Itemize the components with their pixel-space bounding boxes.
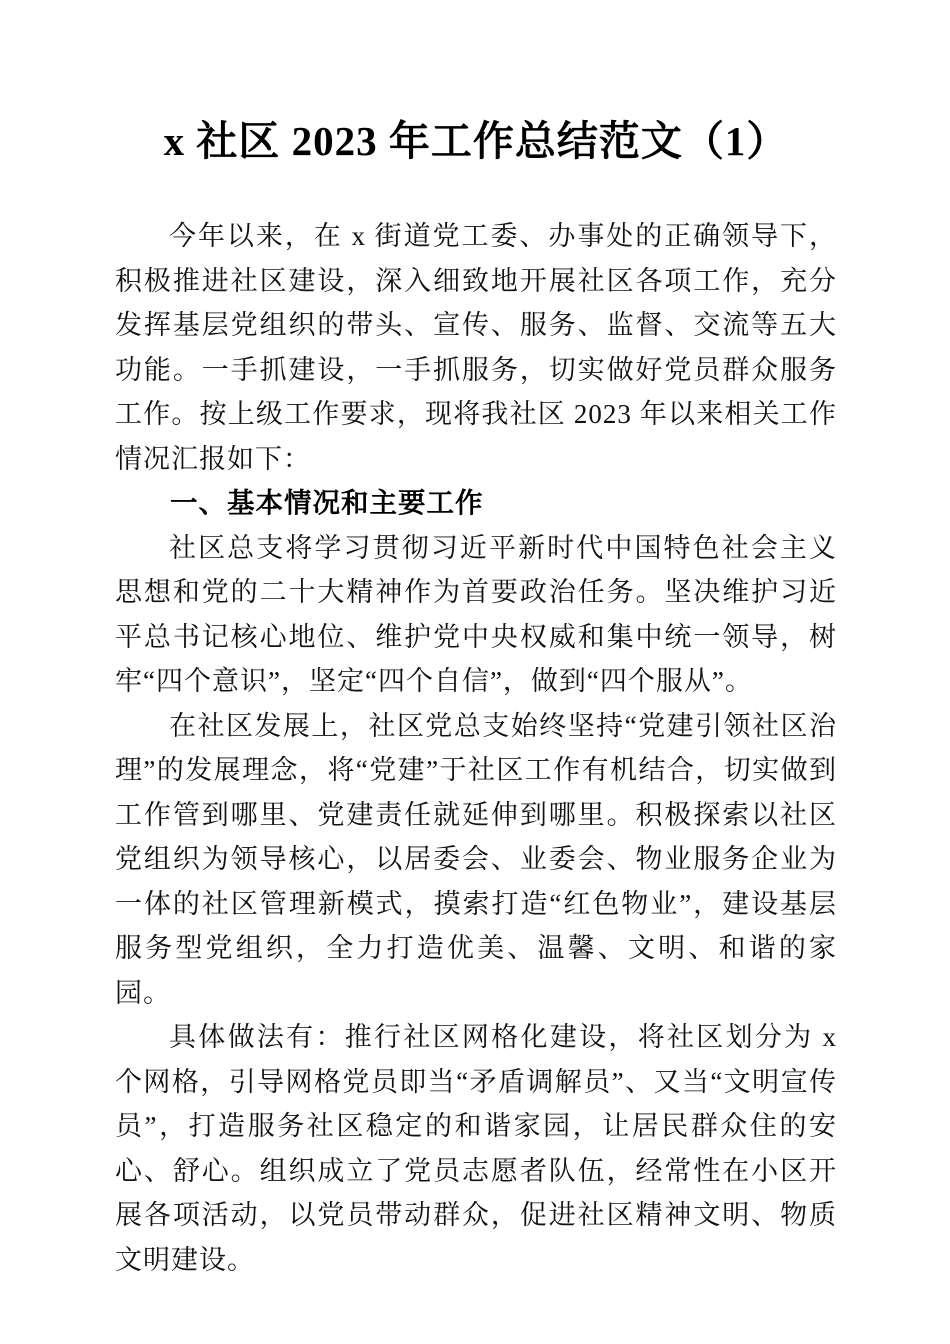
body-paragraph-3: 具体做法有：推行社区网格化建设，将社区划分为 x 个网格，引导网格党员即当“矛盾调解员”、又当“文明宣传员”，打造服务社区稳定的和谐家园，让居民群众住的安心、舒心。组织成立了党员志愿者队伍，经常性在小区开展各项活动，以党员带动群众，促进社区精神文明、物质文明建设。: [115, 1022, 837, 1275]
body-paragraph-1: 社区总支将学习贯彻习近平新时代中国特色社会主义思想和党的二十大精神作为首要政治任务。坚决维护习近平总书记核心地位、维护党中央权威和集中统一领导，树牢“四个意识”，坚定“四个自信”，做到“四个服从”。: [115, 532, 837, 696]
section-heading: 一、基本情况和主要工作: [170, 487, 484, 518]
body-paragraph-2: 在社区发展上，社区党总支始终坚持“党建引领社区治理”的发展理念，将“党建”于社区工作有机结合，切实做到工作管到哪里、党建责任就延伸到哪里。积极探索以社区党组织为领导核心，以居委会、业委会、物业服务企业为一体的社区管理新模式，摸索打造“红色物业”，建设基层服务型党组织，全力打造优美、温馨、文明、和谐的家园。: [115, 710, 837, 1008]
document-title: x 社区 2023 年工作总结范文（1）: [163, 118, 789, 164]
intro-paragraph: 今年以来，在 x 街道党工委、办事处的正确领导下，积极推进社区建设，深入细致地开展社区各项工作，充分发挥基层党组织的带头、宣传、服务、监督、交流等五大功能。一手抓建设，一手抓服务，切实做好党员群众服务工作。按上级工作要求，现将我社区 2023 年以来相关工作情况汇报如下：: [115, 221, 837, 474]
